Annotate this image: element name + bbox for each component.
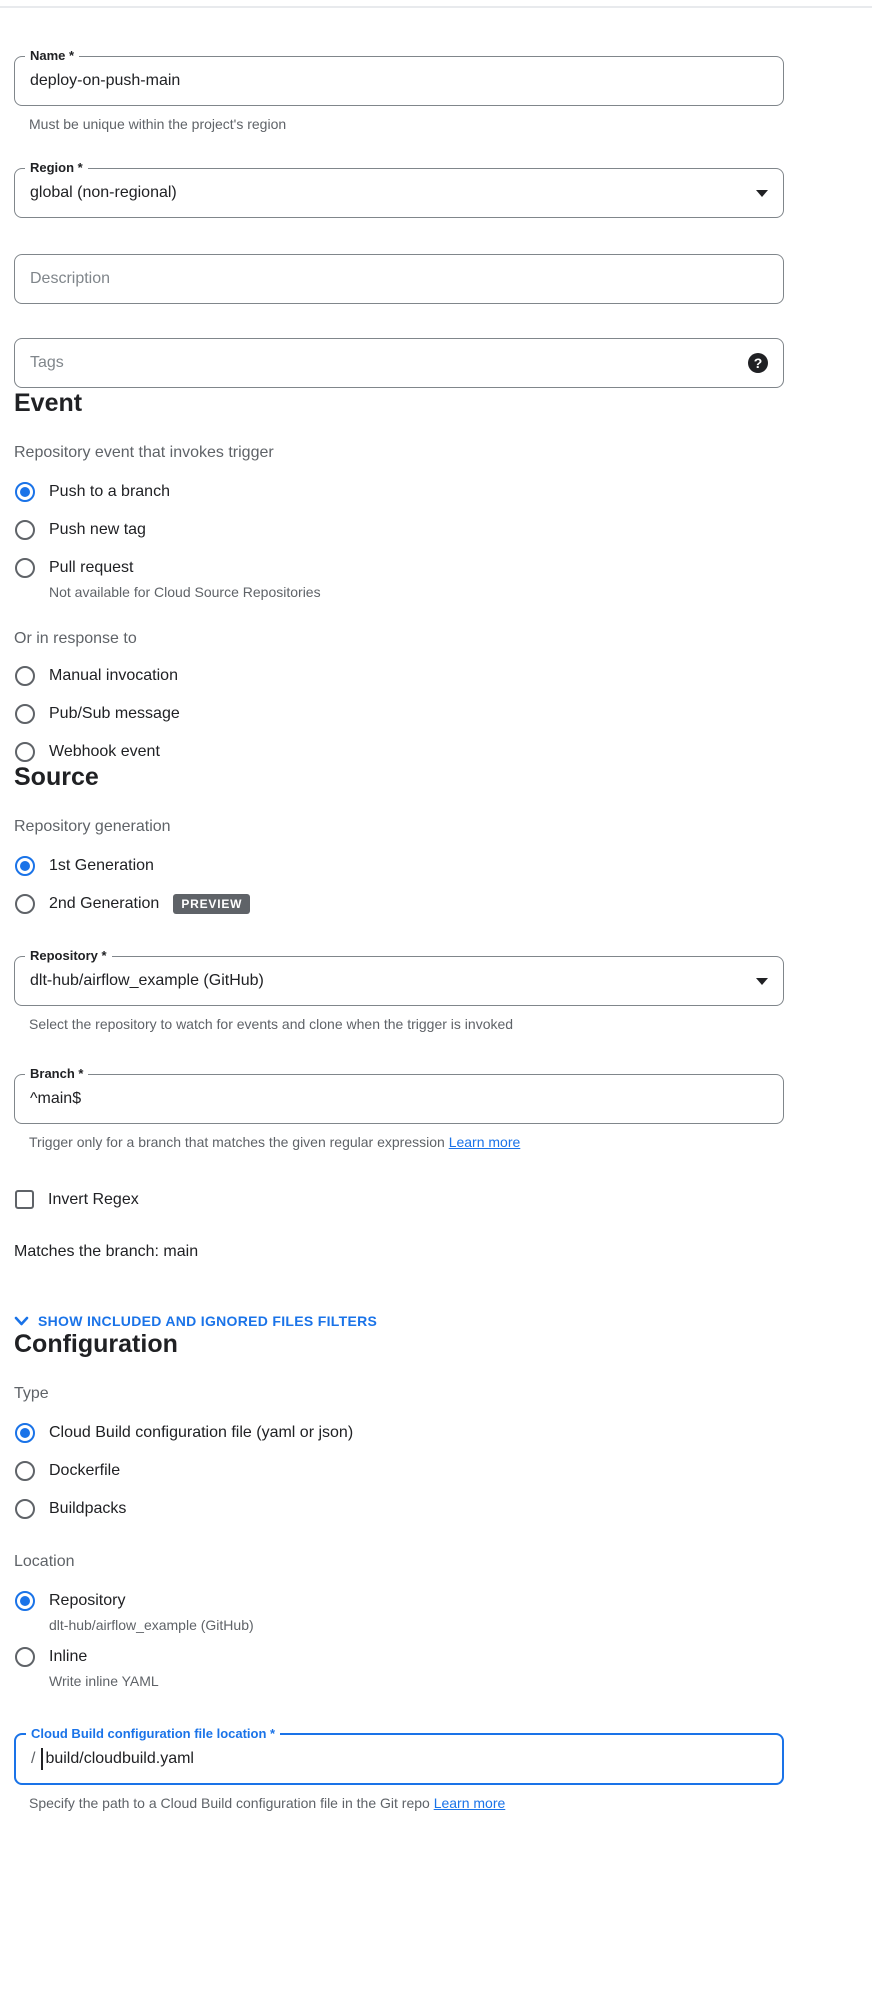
create-trigger-form [0, 48, 872, 1811]
radio-button[interactable] [15, 856, 35, 876]
radio-button[interactable] [15, 704, 35, 724]
event-heading: Event [14, 389, 83, 417]
radio-location-repository[interactable] [15, 1591, 872, 1611]
radio-webhook-event[interactable] [15, 742, 872, 762]
radio-label: Inline [49, 1648, 88, 1665]
radio-label: Buildpacks [49, 1500, 127, 1517]
radio-button[interactable] [15, 1591, 35, 1611]
show-filters-link[interactable] [14, 1313, 872, 1329]
branch-match-note: Matches the branch: main [14, 1243, 199, 1260]
help-icon[interactable]: ? [748, 353, 768, 373]
description-placeholder: Description [30, 270, 111, 287]
invert-regex-checkbox[interactable] [15, 1190, 34, 1209]
radio-button[interactable] [15, 894, 35, 914]
radio-button[interactable] [15, 666, 35, 686]
location-label: Location [14, 1553, 75, 1570]
radio-dockerfile[interactable] [15, 1461, 872, 1481]
radio-button[interactable] [15, 482, 35, 502]
tags-placeholder: Tags [30, 354, 64, 371]
radio-buildpacks[interactable] [15, 1499, 872, 1519]
radio-cloud-build-config-file[interactable] [15, 1423, 872, 1443]
config-file-location-value[interactable]: build/cloudbuild.yaml [45, 1750, 194, 1767]
chevron-down-icon [14, 1314, 29, 1329]
radio-label: Pub/Sub message [49, 705, 180, 722]
radio-push-to-branch[interactable] [15, 482, 872, 502]
radio-label: Dockerfile [49, 1462, 121, 1479]
show-filters-label: SHOW INCLUDED AND IGNORED FILES FILTERS [38, 1313, 378, 1329]
dropdown-arrow-icon[interactable] [756, 978, 768, 985]
region-select-label: Region * [25, 161, 88, 175]
repository-select[interactable] [14, 948, 784, 1006]
config-file-location-helper [29, 1795, 769, 1811]
invert-regex-row[interactable] [15, 1190, 872, 1209]
location-repository-note: dlt-hub/airflow_example (GitHub) [49, 1617, 254, 1633]
pull-request-note: Not available for Cloud Source Repositories [49, 584, 321, 600]
name-field-label: Name * [25, 49, 79, 63]
radio-manual-invocation[interactable] [15, 666, 872, 686]
preview-badge: PREVIEW [173, 894, 250, 914]
name-field-value[interactable]: deploy-on-push-main [30, 72, 181, 89]
branch-field-label: Branch * [25, 1067, 88, 1081]
branch-helper-text: Trigger only for a branch that matches the given regular expression [29, 1134, 449, 1150]
radio-1st-generation[interactable] [15, 856, 872, 876]
radio-pull-request[interactable] [15, 558, 872, 578]
branch-field[interactable] [14, 1066, 784, 1124]
radio-location-inline[interactable] [15, 1647, 872, 1667]
radio-pubsub-message[interactable] [15, 704, 872, 724]
learn-more-link[interactable]: Learn more [448, 1134, 521, 1150]
path-prefix: / [31, 1750, 36, 1767]
type-label: Type [14, 1385, 49, 1402]
learn-more-link[interactable]: Learn more [433, 1795, 506, 1811]
branch-field-value[interactable]: ^main$ [30, 1090, 82, 1107]
radio-button[interactable] [15, 520, 35, 540]
configuration-heading: Configuration [14, 1330, 178, 1358]
invert-regex-label: Invert Regex [48, 1190, 139, 1208]
radio-label: Cloud Build configuration file (yaml or json) [49, 1424, 354, 1441]
top-divider [0, 6, 872, 8]
radio-button[interactable] [15, 1423, 35, 1443]
radio-label: Push to a branch [49, 483, 170, 500]
radio-push-new-tag[interactable] [15, 520, 872, 540]
region-select-value: global (non-regional) [30, 184, 177, 201]
radio-button[interactable] [15, 742, 35, 762]
radio-label: Push new tag [49, 521, 146, 538]
name-field[interactable] [14, 48, 784, 106]
repository-generation-label: Repository generation [14, 818, 171, 835]
text-cursor [41, 1748, 43, 1770]
region-select[interactable] [14, 160, 784, 218]
config-file-helper-text: Specify the path to a Cloud Build configuration file in the Git repo [29, 1795, 434, 1811]
radio-label: Webhook event [49, 743, 160, 760]
radio-label: 1st Generation [49, 857, 154, 874]
radio-2nd-generation[interactable] [15, 894, 872, 914]
event-description: Repository event that invokes trigger [14, 444, 274, 461]
location-inline-note: Write inline YAML [49, 1673, 159, 1689]
radio-button[interactable] [15, 1461, 35, 1481]
dropdown-arrow-icon[interactable] [756, 190, 768, 197]
radio-label: Pull request [49, 559, 134, 576]
description-field[interactable] [14, 254, 784, 304]
source-heading: Source [14, 763, 99, 791]
radio-label: Manual invocation [49, 667, 178, 684]
branch-helper [29, 1134, 769, 1150]
radio-button[interactable] [15, 1647, 35, 1667]
tags-field[interactable] [14, 338, 784, 388]
repository-select-label: Repository * [25, 949, 112, 963]
config-file-location-field[interactable] [14, 1726, 784, 1785]
radio-button[interactable] [15, 1499, 35, 1519]
or-in-response-label: Or in response to [14, 630, 137, 647]
radio-label: Repository [49, 1592, 126, 1609]
config-file-location-label: Cloud Build configuration file location * [26, 1727, 280, 1741]
radio-label: 2nd Generation [49, 895, 160, 912]
repository-select-value: dlt-hub/airflow_example (GitHub) [30, 972, 264, 989]
radio-button[interactable] [15, 558, 35, 578]
name-field-helper: Must be unique within the project's region [29, 116, 287, 132]
repository-helper: Select the repository to watch for events and clone when the trigger is invoked [29, 1016, 514, 1032]
